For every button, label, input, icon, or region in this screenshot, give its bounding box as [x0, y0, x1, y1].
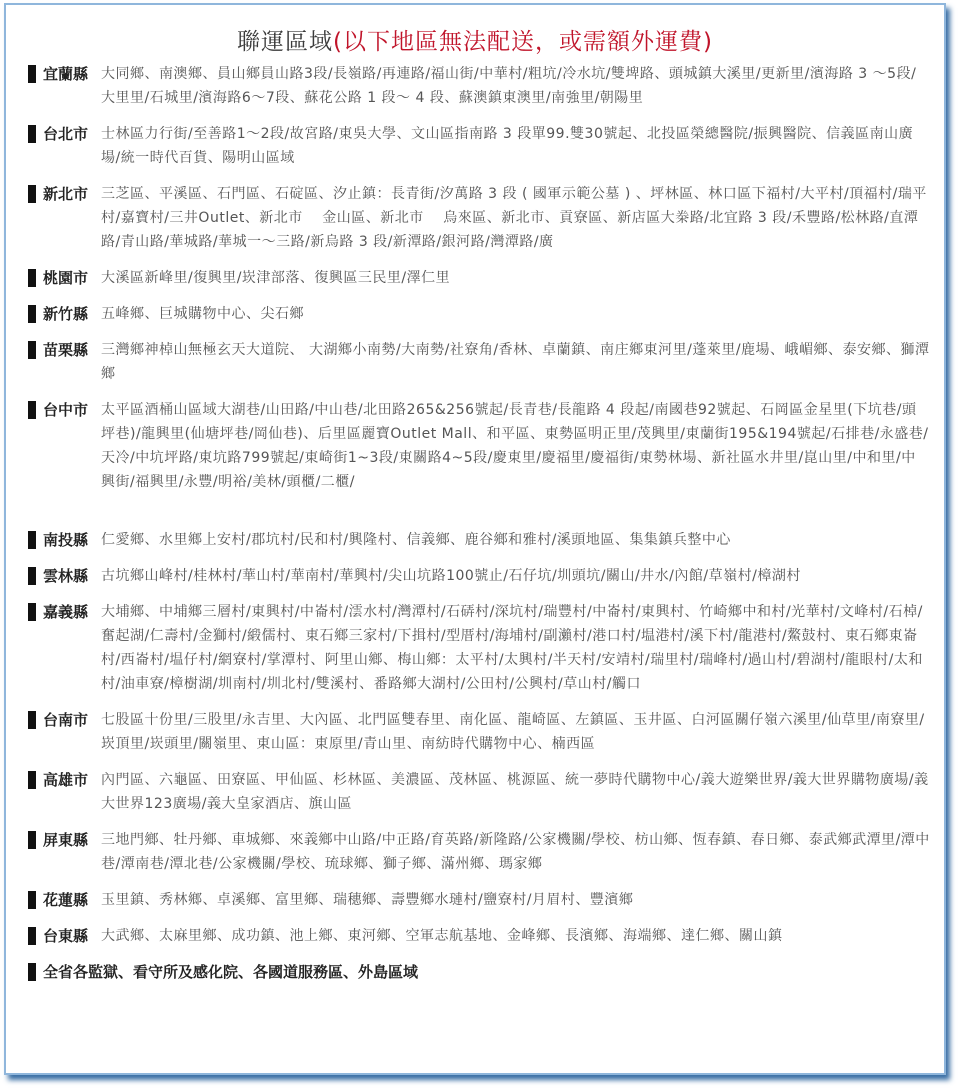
region-name: 苗栗縣 — [43, 341, 89, 359]
region-places: 大溪區新峰里/復興里/崁津部落、復興區三民里/澤仁里 — [101, 270, 451, 286]
page-title — [6, 23, 944, 56]
bullet-marker — [28, 401, 36, 419]
region-row-kaohsiung — [28, 768, 930, 816]
region-places: 大埔鄉、中埔鄉三層村/東興村/中崙村/澐水村/灣潭村/石硦村/深坑村/瑞豐村/中崙村/東興村、竹崎鄉中和村/光華村/文峰村/石棹/奮起湖/仁壽村/金獅村/緞儒村、東石鄉三家村/下揖村/型厝村/海埔村/副瀨村/港口村/塭港村/溪下村/龍港村/鰲鼓村、東石鄉東崙村/西崙村/塭仔村/網寮村/掌潭村、阿里山鄉、梅山鄉：太平村/太興村/半天村/安靖村/瑞里村/瑞峰村/過山村/碧湖村/龍眼村/太和村/油車寮/樟樹湖/圳南村/圳北村/雙溪村、番路鄉大湖村/公田村/公興村/草山村/觸口 — [101, 604, 923, 692]
bullet-marker — [28, 927, 36, 945]
region-row-taoyuan — [28, 266, 930, 290]
region-list — [6, 62, 944, 984]
region-name: 桃園市 — [43, 269, 89, 287]
delivery-area-panel — [4, 3, 946, 1075]
region-name: 花蓮縣 — [43, 891, 89, 909]
bullet-marker — [28, 891, 36, 909]
region-name: 台北市 — [43, 125, 89, 143]
region-row-taichung — [28, 398, 930, 494]
region-row-new-taipei — [28, 182, 930, 254]
bullet-marker — [28, 831, 36, 849]
region-row-yilan — [28, 62, 930, 110]
region-places: 大同鄉、南澳鄉、員山鄉員山路3段/長嶺路/再連路/福山街/中華村/粗坑/冷水坑/雙埤路、頭城鎮大溪里/更新里/濱海路 3 ～5段/大里里/石城里/濱海路6～7段、蘇花公路 1 段～ 4 段、蘇澳鎮東澳里/南強里/朝陽里 — [101, 66, 917, 106]
bullet-marker — [28, 125, 36, 143]
region-row-special-areas — [28, 960, 930, 984]
bullet-marker — [28, 771, 36, 789]
bullet-marker — [28, 711, 36, 729]
region-row-yunlin — [28, 564, 930, 588]
region-places: 三灣鄉神棹山無極玄天大道院、 大湖鄉小南勢/大南勢/社寮角/香林、卓蘭鎮、南庄鄉東河里/蓬萊里/鹿場、峨嵋鄉、泰安鄉、獅潭鄉 — [101, 342, 930, 382]
special-areas-text: 全省各監獄、看守所及感化院、各國道服務區、外島區域 — [43, 963, 419, 981]
region-row-nantou — [28, 528, 930, 552]
region-row-miaoli — [28, 338, 930, 386]
region-places: 大武鄉、太麻里鄉、成功鎮、池上鄉、東河鄉、空軍志航基地、金峰鄉、長濱鄉、海端鄉、達仁鄉、關山鎮 — [101, 928, 783, 944]
region-row-chiayi — [28, 600, 930, 696]
bullet-marker — [28, 531, 36, 549]
region-places: 古坑鄉山峰村/桂林村/華山村/華南村/華興村/尖山坑路100號止/石仔坑/圳頭坑/關山/井水/內館/草嶺村/樟湖村 — [101, 568, 801, 584]
region-row-tainan — [28, 708, 930, 756]
region-name: 新北市 — [43, 185, 89, 203]
region-places: 仁愛鄉、水里鄉上安村/郡坑村/民和村/興隆村、信義鄉、鹿谷鄉和雅村/溪頭地區、集集鎮兵整中心 — [101, 532, 731, 548]
bullet-marker — [28, 185, 36, 203]
region-name: 台南市 — [43, 711, 89, 729]
region-row-hsinchu — [28, 302, 930, 326]
region-name: 高雄市 — [43, 771, 89, 789]
region-places: 五峰鄉、巨城購物中心、尖石鄉 — [101, 306, 304, 322]
region-places: 太平區酒桶山區域大湖巷/山田路/中山巷/北田路265&256號起/長青巷/長龍路 4 段起/南國巷92號起、石岡區金星里(下坑巷/頭坪巷)/龍興里(仙塘坪巷/岡仙巷)、后里區麗寶Outlet Mall、和平區、東勢區明正里/茂興里/東蘭街195&194號起/石排巷/永盛巷/天冷/中坑坪路/東坑路799號起/東崎街1~3段/東關路4~5段/慶東里/慶福里/慶福街/東勢林場、新社區水井里/崑山里/中和里/中興街/福興里/永豐/明裕/美林/頭櫃/二櫃/ — [101, 402, 929, 490]
region-places: 內門區、六龜區、田寮區、甲仙區、杉林區、美濃區、茂林區、桃源區、統一夢時代購物中心/義大遊樂世界/義大世界購物廣場/義大世界123廣場/義大皇家酒店、旗山區 — [101, 772, 929, 812]
region-name: 新竹縣 — [43, 305, 89, 323]
region-places: 七股區十份里/三股里/永吉里、大內區、北門區雙春里、南化區、龍崎區、左鎮區、玉井區、白河區關仔嶺六溪里/仙草里/南寮里/崁頂里/崁頭里/關嶺里、東山區：東原里/青山里、南紡時代購物中心、楠西區 — [101, 712, 925, 752]
bullet-marker — [28, 341, 36, 359]
bullet-marker — [28, 305, 36, 323]
region-places: 三芝區、平溪區、石門區、石碇區、汐止鎮：長青街/汐萬路 3 段 ( 國軍示範公墓 ) 、坪林區、林口區下福村/大平村/頂福村/瑞平村/嘉寶村/三井Outlet、新北市 金山區、新北市 烏來區、新北市、貢寮區、新店區大桊路/北宜路 3 段/禾豐路/松林路/直潭路/青山路/華城路/華城一～三路/新烏路 3 段/新潭路/銀河路/灣潭路/廣 — [101, 186, 927, 250]
region-name: 屏東縣 — [43, 831, 89, 849]
bullet-marker — [28, 963, 36, 981]
bullet-marker — [28, 269, 36, 287]
title-note: (以下地區無法配送，或需額外運費) — [333, 29, 713, 55]
bullet-marker — [28, 603, 36, 621]
region-row-taipei — [28, 122, 930, 170]
region-places: 玉里鎮、秀林鄉、卓溪鄉、富里鄉、瑞穗鄉、壽豐鄉水璉村/鹽寮村/月眉村、豐濱鄉 — [101, 892, 634, 908]
region-name: 台中市 — [43, 401, 89, 419]
bullet-marker — [28, 65, 36, 83]
region-places: 士林區力行街/至善路1～2段/故宮路/東吳大學、文山區指南路 3 段單99.雙30號起、北投區榮總醫院/振興醫院、信義區南山廣場/統一時代百貨、陽明山區域 — [101, 126, 914, 166]
bullet-marker — [28, 567, 36, 585]
region-name: 宜蘭縣 — [43, 65, 89, 83]
region-name: 雲林縣 — [43, 567, 89, 585]
region-row-taitung — [28, 924, 930, 948]
region-row-hualien — [28, 888, 930, 912]
region-places: 三地門鄉、牡丹鄉、車城鄉、來義鄉中山路/中正路/育英路/新隆路/公家機關/學校、枋山鄉、恆春鎮、春日鄉、泰武鄉武潭里/潭中巷/潭南巷/潭北巷/公家機關/學校、琉球鄉、獅子鄉、滿州鄉、瑪家鄉 — [101, 832, 930, 872]
region-row-pingtung — [28, 828, 930, 876]
region-name: 台東縣 — [43, 927, 89, 945]
title-main: 聯運區域 — [237, 29, 334, 55]
region-name: 嘉義縣 — [43, 603, 89, 621]
region-name: 南投縣 — [43, 531, 89, 549]
